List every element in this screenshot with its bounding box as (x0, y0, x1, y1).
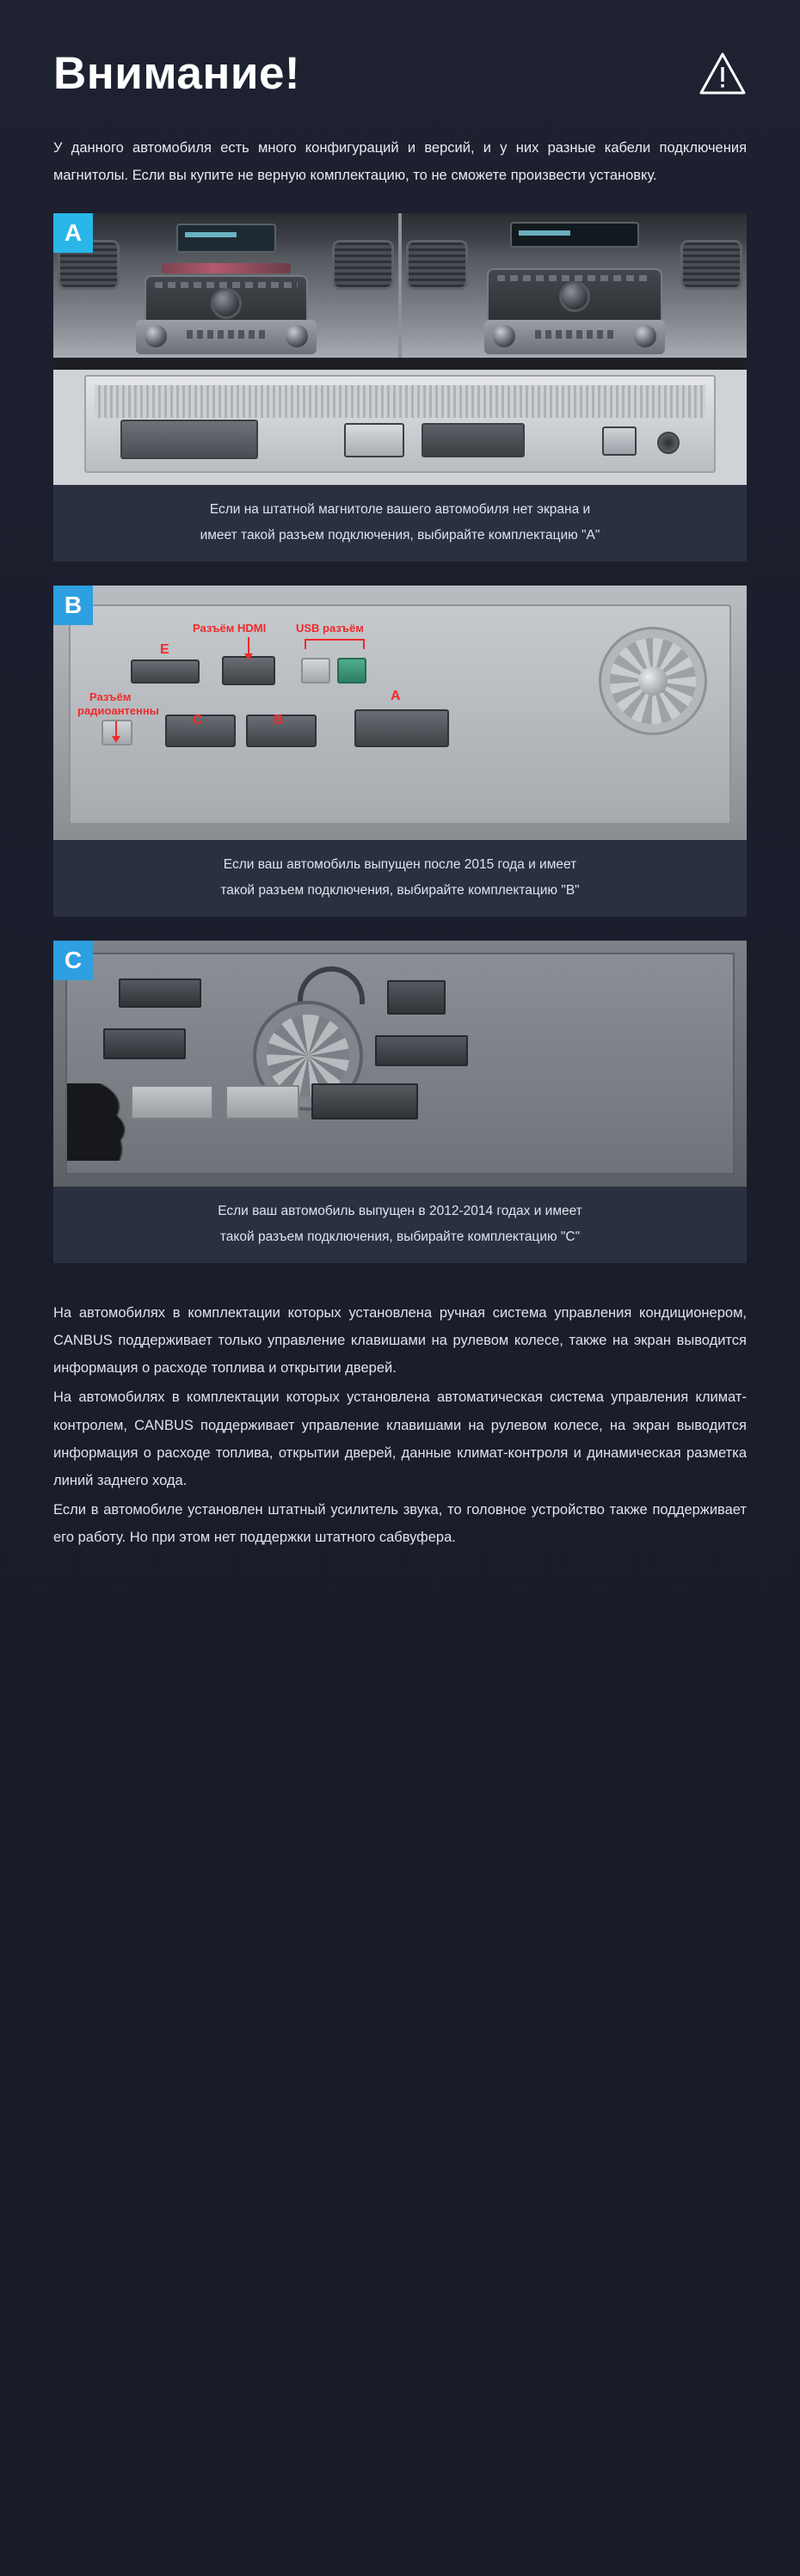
badge-a: A (53, 213, 93, 253)
config-block-a (53, 213, 747, 561)
cable-clamp-icon (298, 966, 365, 1004)
block-a-caption-line1: Если на штатной магнитоле вашего автомобиля нет экрана и (209, 502, 591, 518)
annotation-radio-antenna-line1: Разъём (89, 690, 132, 704)
block-a-caption (53, 485, 747, 561)
connector-hdmi (222, 656, 275, 685)
annotation-letter-c: C (193, 713, 203, 728)
cooling-fan-icon (599, 627, 707, 735)
block-b-caption-line1: Если ваш автомобиль выпущен после 2015 года и имеет (223, 857, 577, 873)
footer-paragraph-1: На автомобилях в комплектации которых установлена ручная система управления кондиционером, CANBUS поддерживает только управление клавишами на рулевом колесе, также на экран выводится информация о расходе топлива и открытии дверей. (53, 1304, 747, 1377)
block-b-photo (53, 586, 747, 840)
connector-e (131, 659, 200, 684)
connector-a-main (120, 420, 258, 459)
annotation-letter-e: E (160, 642, 169, 658)
head-unit-rear-photo (53, 358, 747, 485)
header (0, 0, 800, 100)
connector-c-1 (119, 978, 201, 1008)
block-c-caption-line2: такой разъем подключения, выбирайте комплектацию "C" (219, 1229, 581, 1244)
connector-a-secondary (344, 423, 404, 457)
connector-c-4 (375, 1035, 468, 1066)
connector-c-3 (387, 980, 446, 1015)
connector-a-third (422, 423, 525, 457)
connector-a (354, 709, 449, 747)
annotation-usb: USB разъём (296, 622, 364, 635)
footer-paragraph-2: На автомобилях в комплектации которых установлена автоматическая система управления климат-контролем, CANBUS поддерживает управление клавишами на рулевом колесе, на экран выводится информация о расходе топлива, открытии дверей, данные климат-контроля и динамическая разметка линий заднего хода. (53, 1389, 747, 1488)
annotation-radio-antenna-line2: радиоантенны (77, 704, 159, 718)
annotation-radio-antenna-arrow (115, 721, 117, 737)
connector-c-6 (225, 1085, 299, 1119)
warning-triangle-icon (698, 50, 747, 98)
page-title: Внимание! (53, 48, 301, 99)
footer-paragraph-3: Если в автомобиле установлен штатный усилитель звука, то головное устройство также поддерживает его работу. Но при этом нет поддержки штатного сабвуфера. (53, 1502, 747, 1546)
badge-b: B (53, 586, 93, 625)
intro-paragraph: У данного автомобиля есть много конфигураций и версий, и у них разные кабели подключения магнитолы. Если вы купите не верную комплектацию, то не сможете произвести установку. (53, 140, 747, 184)
dashboard-photo-left (53, 213, 398, 358)
annotation-letter-a: A (391, 689, 401, 704)
block-a-dashboard-photos (53, 213, 747, 358)
annotation-usb-bracket (305, 639, 365, 649)
annotation-hdmi-arrow (248, 637, 249, 654)
connector-c-7 (311, 1083, 418, 1119)
antenna-jack-icon (657, 432, 680, 454)
block-a-caption-line2: имеет такой разъем подключения, выбирайте комплектацию "A" (200, 527, 600, 543)
block-a-photos (53, 213, 747, 485)
block-b-caption-line2: такой разъем подключения, выбирайте комплектацию "B" (220, 882, 580, 898)
config-block-c (53, 941, 747, 1263)
block-c-photo (53, 941, 747, 1187)
connector-a-small (602, 426, 637, 456)
block-c-caption (53, 1187, 747, 1263)
footer-notes (53, 1299, 747, 1552)
annotation-hdmi: Разъём HDMI (193, 622, 267, 635)
annotation-letter-b: B (274, 713, 284, 728)
connector-c-2 (103, 1028, 186, 1059)
config-block-b (53, 586, 747, 917)
dashboard-photo-right (402, 213, 747, 358)
connector-usb-2 (337, 658, 366, 684)
block-b-caption (53, 840, 747, 917)
badge-c: C (53, 941, 93, 980)
connector-c-5 (131, 1085, 213, 1119)
block-c-caption-line1: Если ваш автомобиль выпущен в 2012-2014 годах и имеет (218, 1204, 582, 1219)
connector-usb-1 (301, 658, 330, 684)
